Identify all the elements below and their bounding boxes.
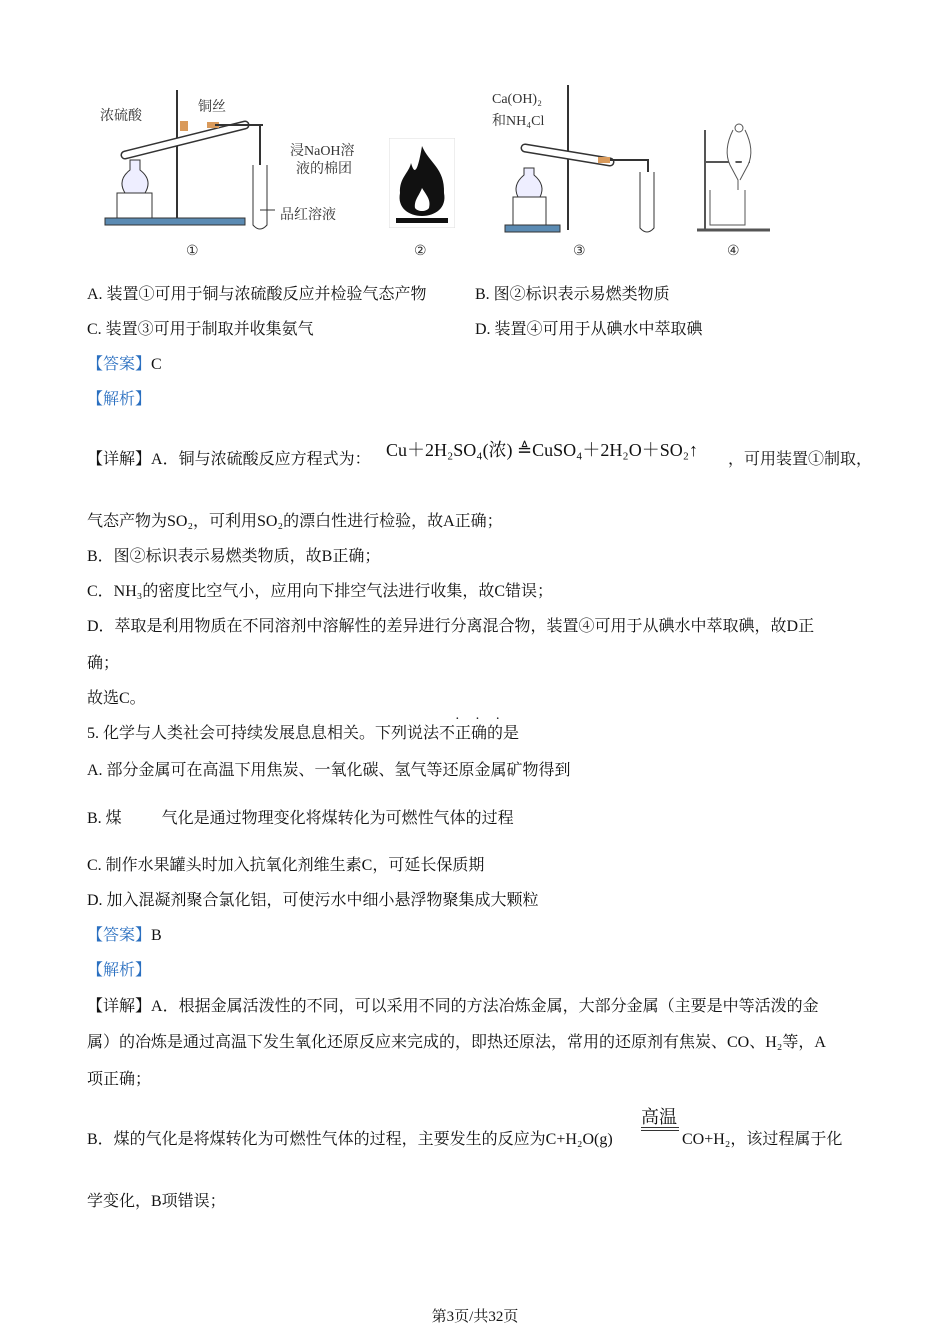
figure-caption-2: ② bbox=[414, 244, 427, 259]
figure-caption-3: ③ bbox=[573, 244, 586, 259]
q4-detail-line: 确； bbox=[87, 655, 120, 672]
answer-value: B bbox=[151, 927, 162, 944]
q4-option-a: A. 装置①可用于铜与浓硫酸反应并检验气态产物 bbox=[87, 286, 427, 303]
q4-option-c: C. 装置③可用于制取并收集氨气 bbox=[87, 321, 314, 338]
q5-detail-b-prefix: B．煤的气化是将煤转化为可燃性气体的过程，主要发生的反应为C+H₂O(g) bbox=[87, 1131, 613, 1148]
detail-text: A．根据金属活泼性的不同，可以采用不同的方法冶炼金属，大部分金属（主要是中等活泼的金 bbox=[151, 998, 819, 1015]
q5-stem: 5. 化学与人类社会可持续发展息息相关。下列说法不正确的是 bbox=[87, 725, 520, 742]
figure-caption-4: ④ bbox=[727, 244, 740, 259]
q5-detail-line: 属）的冶炼是通过高温下发生氧化还原反应来完成的，即热还原法，常用的还原剂有焦炭、CO、H₂等，A bbox=[87, 1034, 826, 1051]
label-naoh-cotton-2: 液的棉团 bbox=[296, 162, 352, 177]
label-calcium-hydroxide: Ca(OH)₂ bbox=[492, 92, 542, 107]
q4-detail-a bbox=[87, 450, 371, 470]
q5-detail-line: 项正确； bbox=[87, 1071, 152, 1088]
q4-detail-line: B．图②标识表示易燃类物质，故B正确； bbox=[87, 548, 381, 565]
emphasis-dots: · · · bbox=[455, 712, 506, 727]
q5-detail-line bbox=[87, 997, 819, 1017]
q5-answer bbox=[87, 926, 162, 946]
q4-detail-line: 气态产物为SO₂，可利用SO₂的漂白性进行检验，故A正确； bbox=[87, 513, 503, 530]
figure-caption-1: ① bbox=[186, 244, 199, 259]
label-concentrated-acid: 浓硫酸 bbox=[100, 109, 142, 124]
detail-a-prefix: A．铜与浓硫酸反应方程式为： bbox=[151, 451, 371, 468]
q5-option-b: B. 煤 气化是通过物理变化将煤转化为可燃性气体的过程 bbox=[87, 810, 514, 827]
label-ammonium-chloride: 和NH₄Cl bbox=[492, 114, 545, 129]
q4-detail-line: 故选C。 bbox=[87, 690, 146, 707]
q5-detail-b-suffix: CO+H₂，该过程属于化 bbox=[682, 1131, 843, 1148]
detail-a-suffix: ，可用装置①制取， bbox=[728, 451, 873, 468]
detail-label: 【详解】 bbox=[87, 998, 152, 1015]
q4-answer bbox=[87, 355, 162, 375]
detail-label: 【详解】 bbox=[87, 451, 152, 468]
q5-detail-b-line2: 学变化，B项错误； bbox=[87, 1193, 226, 1210]
label-naoh-cotton-1: 浸NaOH溶 bbox=[290, 144, 355, 159]
answer-label: 【答案】 bbox=[87, 927, 152, 944]
q4-detail-line: C．NH₃的密度比空气小，应用向下排空气法进行收集，故C错误； bbox=[87, 583, 554, 600]
q5-option-d: D. 加入混凝剂聚合氯化铝，可使污水中细小悬浮物聚集成大颗粒 bbox=[87, 892, 539, 909]
copper-sulfuric-acid-equation: Cu＋2H₂SO₄(浓) ≜CuSO₄＋2H₂O＋SO₂↑ bbox=[386, 440, 698, 460]
reaction-arrow bbox=[641, 1127, 679, 1131]
answer-value: C bbox=[151, 356, 162, 373]
q5-option-c: C. 制作水果罐头时加入抗氧化剂维生素C，可延长保质期 bbox=[87, 857, 485, 874]
q4-option-b: B. 图②标识表示易燃类物质 bbox=[475, 286, 670, 303]
q5-analysis-label: 【解析】 bbox=[87, 962, 152, 979]
q4-option-d: D. 装置④可用于从碘水中萃取碘 bbox=[475, 321, 703, 338]
q5-option-a: A. 部分金属可在高温下用焦炭、一氧化碳、氢气等还原金属矿物得到 bbox=[87, 762, 571, 779]
page-footer: 第3页/共32页 bbox=[431, 1309, 519, 1325]
flammable-sign-icon bbox=[389, 138, 455, 228]
separatory-funnel-figure-4 bbox=[695, 120, 775, 235]
label-magenta-solution: 品红溶液 bbox=[280, 208, 336, 223]
q4-analysis-label: 【解析】 bbox=[87, 391, 152, 408]
label-copper-wire: 铜丝 bbox=[198, 100, 226, 115]
reaction-condition: 高温 bbox=[641, 1107, 677, 1127]
answer-label: 【答案】 bbox=[87, 356, 152, 373]
q4-detail-line: D．萃取是利用物质在不同溶剂中溶解性的差异进行分离混合物，装置④可用于从碘水中萃取碘，故D正 bbox=[87, 618, 815, 635]
